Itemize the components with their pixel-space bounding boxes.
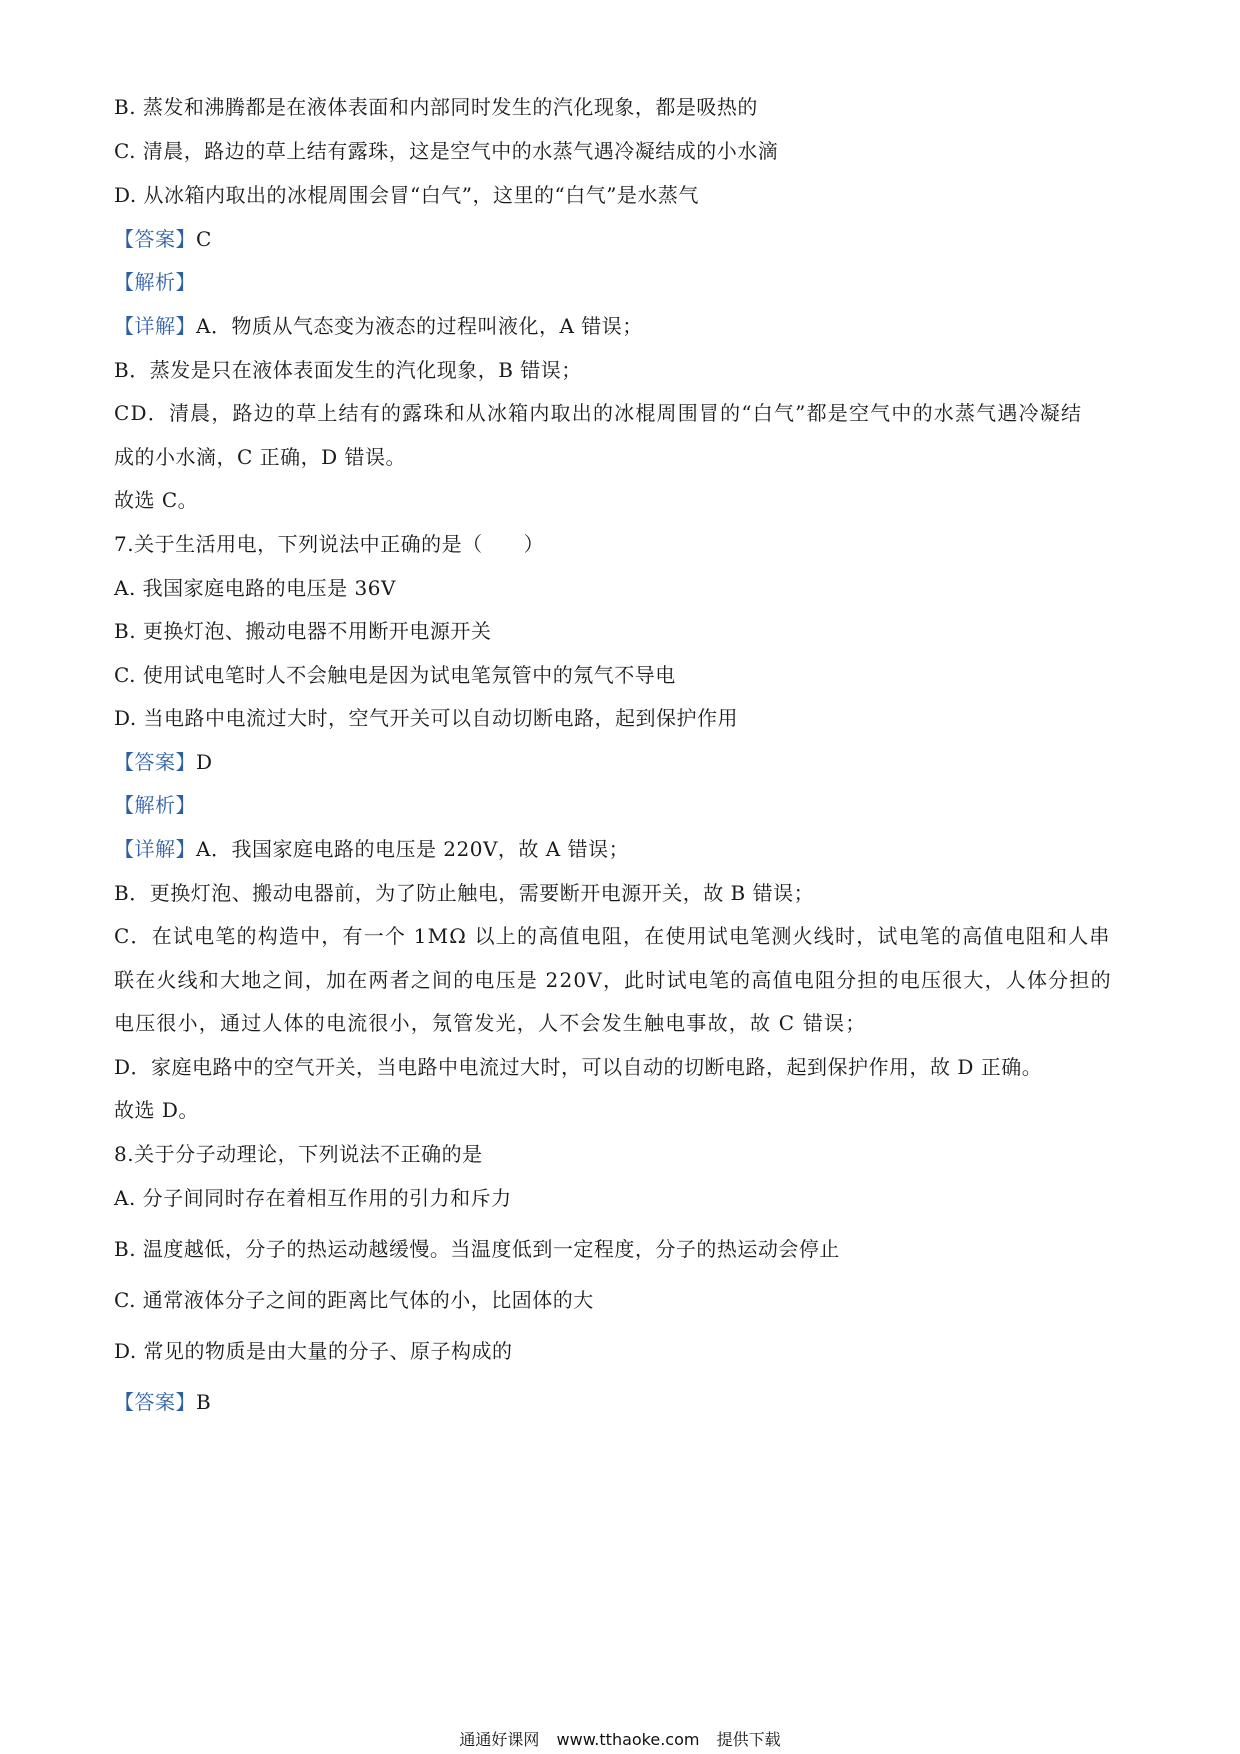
line-text: 故选 D。 [114,1098,199,1122]
line-text: D．家庭电路中的空气开关，当电路中电流过大时，可以自动的切断电路，起到保护作用，故 D 正确。 [114,1055,1043,1079]
line-text: C. 通常液体分子之间的距离比气体的小，比固体的大 [114,1288,594,1312]
line-text: C. 清晨，路边的草上结有露珠，这是空气中的水蒸气遇冷凝结成的小水滴 [114,139,779,163]
line-text: 成的小水滴，C 正确，D 错误。 [114,445,407,469]
text-line-l28 [114,1287,594,1313]
line-text: D [196,750,213,774]
section-label: 【详解】 [114,314,196,338]
text-line-l23 [114,1054,1042,1080]
text-line-l13 [114,618,491,644]
text-line-l30 [114,1389,211,1415]
section-label: 【解析】 [114,793,196,817]
text-line-l26 [114,1185,512,1211]
line-text: A. 分子间同时存在着相互作用的引力和斥力 [114,1186,512,1210]
line-text: D. 从冰箱内取出的冰棍周围会冒“白气”，这里的“白气”是水蒸气 [114,183,699,207]
line-text: D. 常见的物质是由大量的分子、原子构成的 [114,1339,513,1363]
text-line-l7 [114,357,582,383]
text-line-l22 [114,1010,866,1036]
text-line-l25 [114,1141,483,1167]
line-text: B．更换灯泡、搬动电器前，为了防止触电，需要断开电源开关，故 B 错误； [114,881,815,905]
page-footer [0,1730,1240,1750]
line-text: D. 当电路中电流过大时，空气开关可以自动切断电路，起到保护作用 [114,706,739,730]
text-line-l15 [114,705,738,731]
text-line-l16 [114,749,213,775]
text-line-l1 [114,94,758,120]
section-label: 【解析】 [114,270,196,294]
line-text: C．在试电笔的构造中，有一个 1MΩ 以上的高值电阻，在使用试电笔测火线时，试电笔的高值电阻和人串 [114,924,1111,948]
text-line-l5 [114,269,196,295]
footer-url[interactable]: www.tthaoke.com [556,1730,700,1749]
line-text: 故选 C。 [114,488,199,512]
text-line-l4 [114,226,212,252]
line-text: 联在火线和大地之间，加在两者之间的电压是 220V，此时试电笔的高值电阻分担的电压很大，人体分担的 [114,968,1112,992]
text-line-l12 [114,575,396,601]
section-label: 【答案】 [114,1390,196,1414]
line-text: A．物质从气态变为液态的过程叫液化，A 错误； [196,314,643,338]
line-text: B. 温度越低，分子的热运动越缓慢。当温度低到一定程度，分子的热运动会停止 [114,1237,840,1261]
line-text: B. 蒸发和沸腾都是在液体表面和内部同时发生的汽化现象，都是吸热的 [114,95,758,119]
line-text: 8.关于分子动理论，下列说法不正确的是 [114,1142,483,1166]
text-line-l10 [114,487,198,513]
line-text: 电压很小，通过人体的电流很小，氖管发光，人不会发生触电事故，故 C 错误； [114,1011,867,1035]
line-text: A. 我国家庭电路的电压是 36V [114,576,396,600]
section-label: 【答案】 [114,227,196,251]
section-label: 【详解】 [114,837,196,861]
section-label: 【答案】 [114,750,196,774]
text-line-l24 [114,1097,199,1123]
line-text: CD．清晨，路边的草上结有的露珠和从冰箱内取出的冰棍周围冒的“白气”都是空气中的水蒸气遇冷凝结 [114,401,1083,425]
line-text: C [196,227,212,251]
footer-note: 提供下载 [716,1730,781,1749]
text-line-l8 [114,400,1082,426]
line-text: B [196,1390,212,1414]
text-line-l19 [114,880,814,906]
line-text: B. 更换灯泡、搬动电器不用断开电源开关 [114,619,492,643]
line-text: C. 使用试电笔时人不会触电是因为试电笔氖管中的氖气不导电 [114,663,676,687]
line-text: A．我国家庭电路的电压是 220V，故 A 错误； [196,837,630,861]
text-line-l3 [114,182,699,208]
text-line-l9 [114,444,406,470]
line-text: B．蒸发是只在液体表面发生的汽化现象，B 错误； [114,358,582,382]
text-line-l27 [114,1236,840,1262]
text-line-l18 [114,836,629,862]
line-text: 7.关于生活用电，下列说法中正确的是（ ） [114,532,545,556]
text-line-l21 [114,967,1112,993]
text-line-l11 [114,531,544,557]
footer-site-name: 通通好课网 [459,1730,540,1749]
text-line-l6 [114,313,643,339]
text-line-l17 [114,792,196,818]
text-line-l29 [114,1338,513,1364]
text-line-l2 [114,138,778,164]
text-line-l20 [114,923,1111,949]
text-line-l14 [114,662,676,688]
